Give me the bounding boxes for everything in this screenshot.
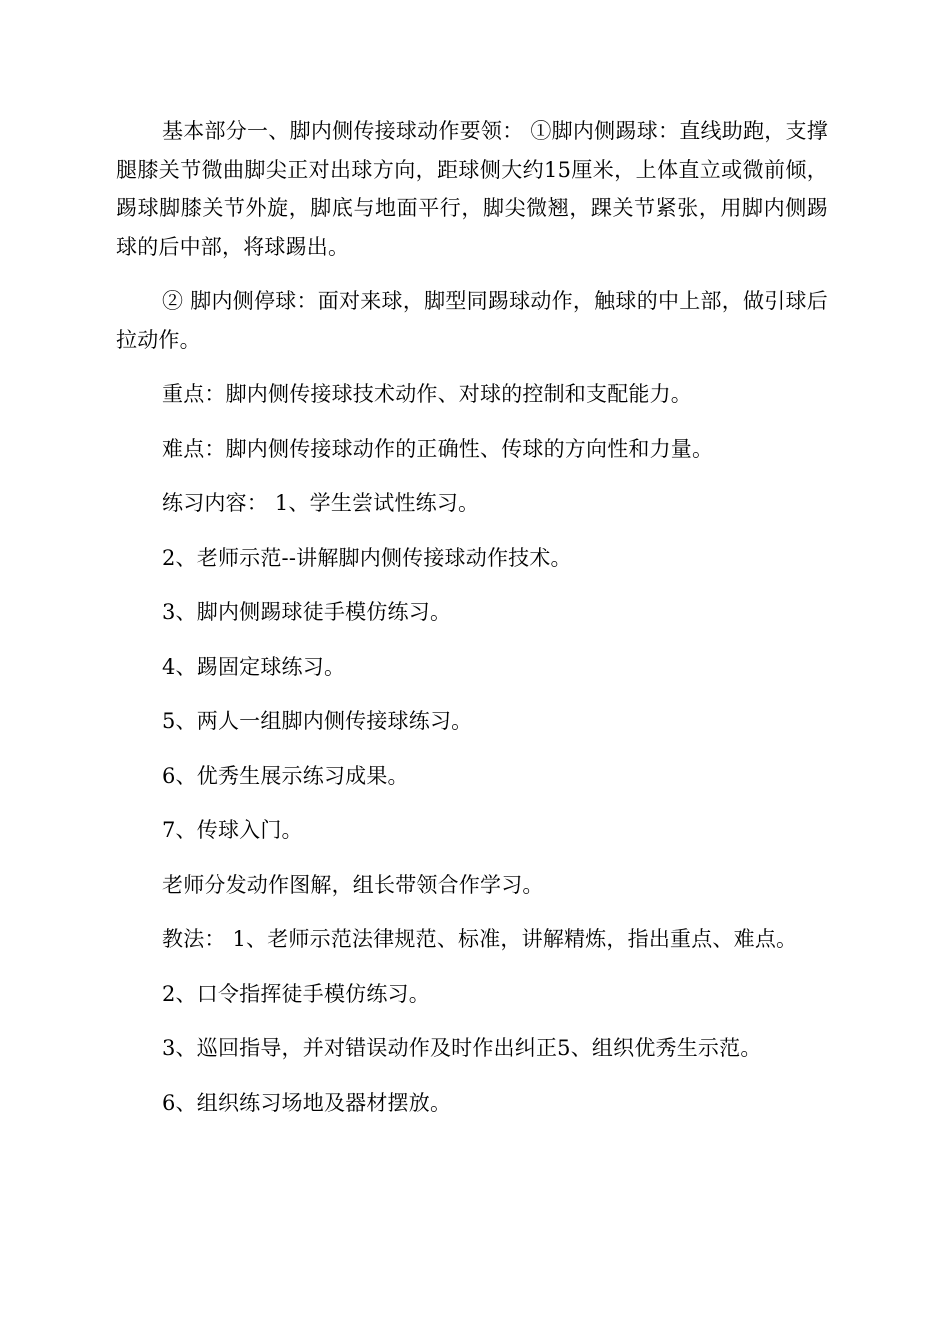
paragraph-teaching-method: 教法： 1、老师示范法律规范、标准，讲解精炼，指出重点、难点。	[162, 927, 798, 951]
paragraph-practice-content: 练习内容： 1、学生尝试性练习。	[162, 491, 480, 515]
paragraph-method-3: 3、巡回指导，并对错误动作及时作出纠正5、组织优秀生示范。	[162, 1036, 762, 1060]
paragraph-practice-3: 3、脚内侧踢球徒手模仿练习。	[162, 600, 452, 624]
paragraph-method-6: 6、组织练习场地及器材摆放。	[162, 1090, 452, 1115]
document-body	[116, 112, 828, 1138]
paragraph-practice-4: 4、踢固定球练习。	[162, 654, 346, 679]
paragraph-difficulty: 难点：脚内侧传接球动作的正确性、传球的方向性和力量。	[162, 436, 714, 461]
paragraph-inside-foot-stop: ② 脚内侧停球：面对来球，脚型同踢球动作，触球的中上部，做引球后拉动作。	[116, 289, 828, 352]
paragraph-practice-7: 7、传球入门。	[162, 818, 303, 842]
paragraph-basic-part: 基本部分一、脚内侧传接球动作要领： ①脚内侧踢球：直线助跑，支撑腿膝关节微曲脚尖正对出球方向，距球侧大约15厘米，上体直立或微前倾，踢球脚膝关节外旋，脚底与地面平行，脚尖微翘，踝关节紧张，用脚内侧踢球的后中部，将球踢出。	[116, 119, 828, 259]
paragraph-practice-6: 6、优秀生展示练习成果。	[162, 763, 409, 788]
paragraph-practice-2: 2、老师示范--讲解脚内侧传接球动作技术。	[162, 545, 572, 570]
paragraph-group-study: 老师分发动作图解，组长带领合作学习。	[162, 872, 544, 897]
paragraph-practice-5: 5、两人一组脚内侧传接球练习。	[162, 709, 473, 733]
paragraph-method-2: 2、口令指挥徒手模仿练习。	[162, 981, 430, 1006]
paragraph-key-point: 重点：脚内侧传接球技术动作、对球的控制和支配能力。	[162, 382, 692, 406]
